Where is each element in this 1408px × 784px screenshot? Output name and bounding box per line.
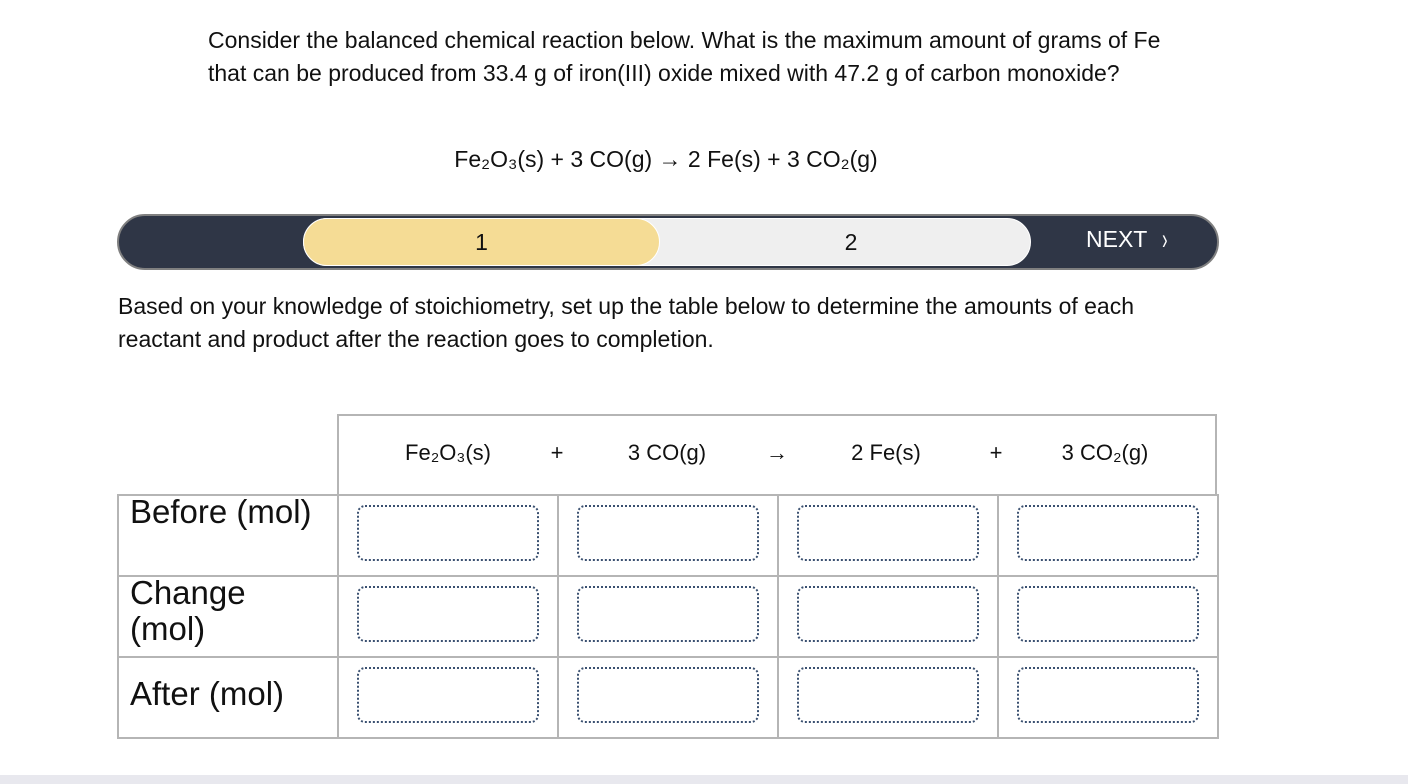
amount-input[interactable] [797,667,979,723]
row-label: Change (mol) [130,574,246,647]
question-text: Consider the balanced chemical reaction below. What is the maximum amount of grams of Fe that can be produced from 33.4 g of iron(III) oxide mixed with 47.2 g of carbon monoxide? [208,27,1161,86]
header-plus: + [550,440,564,465]
step-1-tab[interactable] [303,218,660,266]
amount-input[interactable] [577,505,759,561]
chevron-right-icon: › [1162,221,1168,256]
amount-input[interactable] [1017,667,1199,723]
next-label: NEXT [1086,226,1148,252]
amount-input[interactable] [797,505,979,561]
amount-input[interactable] [1017,586,1199,642]
amount-input[interactable] [357,667,539,723]
header-plus: + [989,440,1003,465]
next-button[interactable] [1086,221,1169,256]
header-fe2o3: Fe₂O₃(s) [405,440,491,465]
amount-input[interactable] [1017,505,1199,561]
step-1-label: 1 [475,228,488,255]
header-co2: 3 CO₂(g) [1061,440,1149,465]
amount-input[interactable] [577,586,759,642]
chemical-equation: Fe₂O₃(s) + 3 CO(g) → 2 Fe(s) + 3 CO₂(g) [454,146,878,172]
amount-input[interactable] [357,505,539,561]
header-co: 3 CO(g) [627,440,707,465]
header-arrow: → [766,440,788,465]
amount-input[interactable] [577,667,759,723]
instructions-text: Based on your knowledge of stoichiometry, set up the table below to determine the amounts of each reactant and product after the reaction goes to completion. [118,293,1135,352]
amount-input[interactable] [797,586,979,642]
amount-input[interactable] [357,586,539,642]
step-2-label: 2 [844,228,858,255]
row-label: After (mol) [130,675,285,712]
header-fe: 2 Fe(s) [851,440,921,465]
row-label: Before (mol) [130,493,312,530]
bottom-bar [0,775,1408,784]
